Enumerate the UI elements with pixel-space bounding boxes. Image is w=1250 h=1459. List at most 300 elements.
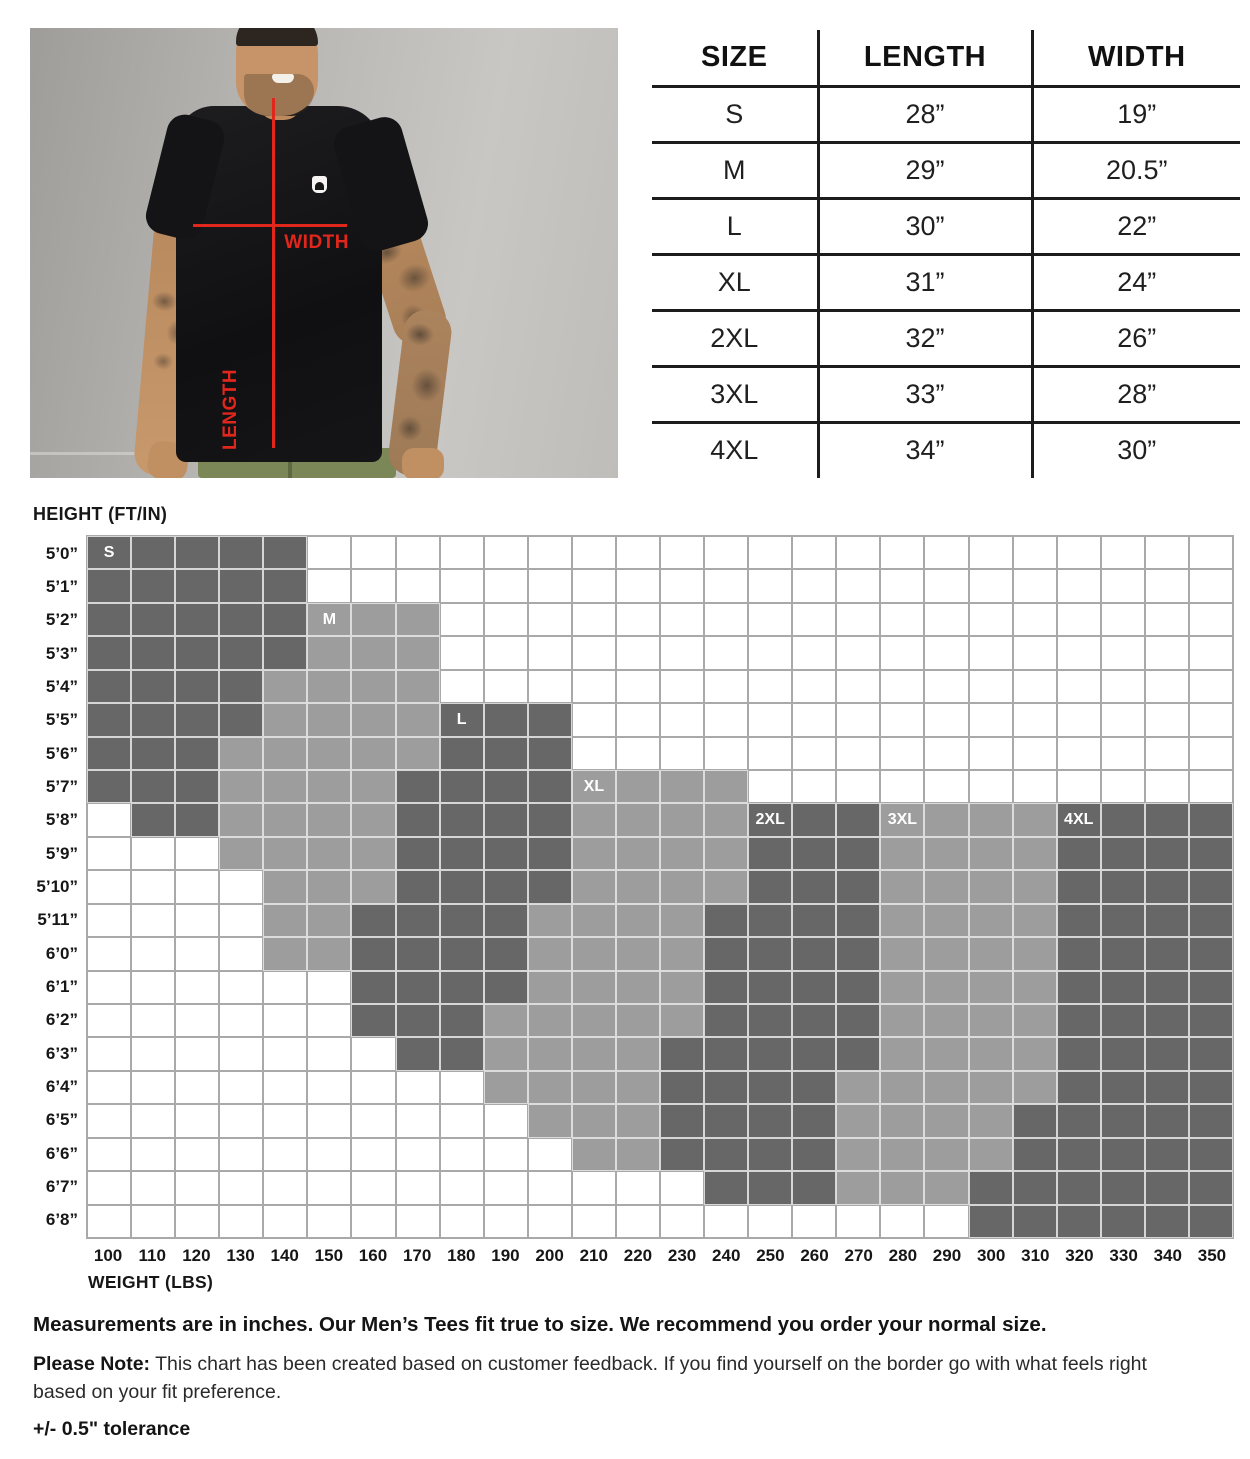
grid-cell [749,738,791,769]
grid-cell [397,1172,439,1203]
grid-cell [617,604,659,635]
grid-cell [352,671,394,702]
grid-cell [925,604,967,635]
size-table-cell: 20.5” [1105,154,1168,185]
grid-cell [308,1005,350,1036]
grid-cell [661,1105,703,1136]
grid-cell [308,738,350,769]
grid-cell [88,704,130,735]
grid-cell [661,537,703,568]
grid-cell [1146,1072,1188,1103]
grid-cell [705,972,747,1003]
grid-cell [352,637,394,668]
grid-cell [793,838,835,869]
size-table-body [652,86,1240,478]
grid-cell [925,1072,967,1103]
size-table-cell: L [652,198,818,254]
grid-cell [1146,905,1188,936]
grid-cell [529,1038,571,1069]
grid-cell [705,838,747,869]
grid-cell [397,704,439,735]
grid-cell [705,1038,747,1069]
grid-cell [749,1105,791,1136]
grid-cell [1014,771,1056,802]
grid-cell [441,1172,483,1203]
grid-cell [881,938,923,969]
grid-cell [352,1206,394,1237]
grid-cell [573,838,615,869]
grid-cell [264,1139,306,1170]
grid-cell [793,1105,835,1136]
grid-cell [1190,1206,1232,1237]
grid-cell [661,938,703,969]
grid-cell [617,1072,659,1103]
grid-cell [352,905,394,936]
grid-cell [1014,671,1056,702]
grid-cell [749,1038,791,1069]
grid-cell [352,771,394,802]
grid-cell [573,972,615,1003]
grid-cell [220,671,262,702]
grid-cell [793,570,835,601]
grid-cell [308,637,350,668]
grid-cell [661,972,703,1003]
grid-cell [397,1139,439,1170]
height-label: 5’5” [45,710,78,730]
grid-cell [132,1072,174,1103]
grid-cell [88,972,130,1003]
weight-label: 280 [888,1246,918,1265]
grid-cell [970,871,1012,902]
grid-cell [1146,1139,1188,1170]
grid-cell [132,804,174,835]
height-label: 5’8” [45,810,78,830]
grid-cell [264,1206,306,1237]
length-measure-line [272,98,275,448]
grid-cell [88,804,130,835]
height-label: 6’5” [45,1110,78,1130]
grid-cell [1058,637,1100,668]
grid-cell [617,1206,659,1237]
grid-cell [705,1005,747,1036]
grid-cell [661,570,703,601]
grid-cell [970,604,1012,635]
grid-cell [1102,1005,1144,1036]
grid-cell [308,1072,350,1103]
height-label: 6’1” [45,976,78,996]
grid-cell [617,738,659,769]
please-note [33,1350,1183,1406]
weight-label: 240 [712,1246,741,1265]
grid-cell [220,1038,262,1069]
height-label: 6’6” [45,1143,78,1163]
grid-cell [573,671,615,702]
grid-cell [705,604,747,635]
weight-axis-labels [86,1246,1234,1266]
grid-cell [1102,637,1144,668]
grid-cell [132,771,174,802]
grid-cell [220,704,262,735]
grid-cell [441,1005,483,1036]
grid-cell [1190,871,1232,902]
grid-cell [1146,537,1188,568]
grid-cell [308,804,350,835]
grid-cell [88,938,130,969]
grid-cell [1058,905,1100,936]
grid-cell [749,604,791,635]
size-table-row [652,142,1240,198]
grid-cell [793,637,835,668]
grid-cell [573,537,615,568]
grid-cell [529,1172,571,1203]
grid-cell [88,1005,130,1036]
grid-cell [793,738,835,769]
grid-cell [837,1105,879,1136]
grid-cell [264,637,306,668]
grid-cell [132,938,174,969]
grid-cell [1102,604,1144,635]
grid-cell [661,1005,703,1036]
grid-cell [1146,804,1188,835]
width-measure-label: WIDTH [284,232,349,253]
grid-cell [88,838,130,869]
grid-size-label: L [456,710,467,728]
height-label: 5’6” [45,743,78,763]
grid-cell [617,537,659,568]
grid-cell [1058,671,1100,702]
grid-cell [925,637,967,668]
grid-cell [705,570,747,601]
grid-cell [397,1105,439,1136]
grid-cell [1146,570,1188,601]
grid-cell [176,1139,218,1170]
grid-cell [1146,871,1188,902]
grid-cell [1190,637,1232,668]
grid-cell [793,871,835,902]
grid-cell [793,1172,835,1203]
grid-cell [573,604,615,635]
height-axis-title: HEIGHT (FT/IN) [33,504,168,524]
grid-cell [176,871,218,902]
size-table-cell: 30” [818,198,1032,254]
grid-cell [88,1072,130,1103]
grid-cell [881,1105,923,1136]
grid-cell [397,1206,439,1237]
grid-cell [176,738,218,769]
grid-cell [485,771,527,802]
grid-cell [661,1172,703,1203]
grid-cell [925,871,967,902]
grid-cell [1146,1005,1188,1036]
grid-cell [220,604,262,635]
grid-cell [264,704,306,735]
grid-cell [441,1206,483,1237]
grid-cell [1058,1105,1100,1136]
grid-cell [705,637,747,668]
grid-cell [837,1172,879,1203]
model-hair [236,28,318,46]
grid-cell [485,570,527,601]
grid-cell [352,972,394,1003]
grid-cell [1146,637,1188,668]
grid-cell [705,1105,747,1136]
grid-cell [705,804,747,835]
grid-cell [220,1139,262,1170]
grid-cell [132,671,174,702]
grid-cell [837,972,879,1003]
grid-cell [88,637,130,668]
grid-cell [264,771,306,802]
grid-cell [573,1072,615,1103]
grid-cell [661,738,703,769]
grid-cell [970,704,1012,735]
size-table-cell: 33” [818,366,1032,422]
height-weight-grid [86,535,1234,1239]
grid-cell [705,938,747,969]
grid-cell [264,804,306,835]
grid-cell [529,1206,571,1237]
grid-cell [1146,972,1188,1003]
grid-cell [352,1005,394,1036]
grid-cell [1190,1139,1232,1170]
grid-cell [397,1072,439,1103]
grid-cell [1146,838,1188,869]
grid-cell [176,1105,218,1136]
grid-cell [264,570,306,601]
grid-cell [925,671,967,702]
grid-cell [352,537,394,568]
grid-cell [1058,570,1100,601]
grid-cell [308,905,350,936]
height-label: 5’1” [45,576,78,596]
grid-cell [1102,738,1144,769]
grid-cell [352,570,394,601]
grid-cell [1190,1072,1232,1103]
grid-cell [881,704,923,735]
grid-cell [1190,972,1232,1003]
grid-cell [485,671,527,702]
grid-cell [793,604,835,635]
grid-cell [88,871,130,902]
grid-cell [352,871,394,902]
weight-label: 270 [844,1246,873,1265]
grid-cell [132,637,174,668]
grid-cell [881,804,923,835]
grid-cell [264,838,306,869]
grid-cell [925,704,967,735]
grid-cell [441,704,483,735]
grid-cell [529,537,571,568]
height-label: 6’7” [45,1176,78,1196]
grid-cell [617,671,659,702]
grid-cell [132,871,174,902]
grid-cell [485,1139,527,1170]
size-table-row [652,310,1240,366]
grid-cell [1190,1105,1232,1136]
size-table-cell: 32” [818,310,1032,366]
grid-cell [88,1139,130,1170]
grid-cell [881,771,923,802]
height-label: 5’4” [45,676,78,696]
grid-cell [749,1206,791,1237]
weight-label: 200 [535,1246,564,1265]
grid-cell [925,1105,967,1136]
grid-cell [793,804,835,835]
grid-cell [1014,804,1056,835]
grid-cell [617,637,659,668]
grid-cell [529,738,571,769]
height-label: 5’7” [45,776,78,796]
grid-cell [1014,637,1056,668]
weight-label: 330 [1109,1246,1138,1265]
grid-cell [1058,704,1100,735]
grid-cell [925,738,967,769]
grid-cell [1190,1172,1232,1203]
grid-cell [264,537,306,568]
grid-cell [397,838,439,869]
grid-cell [617,570,659,601]
grid-cell [220,1072,262,1103]
weight-label: 180 [447,1246,476,1265]
grid-cell [705,871,747,902]
grid-cell [220,738,262,769]
size-table-cell: 29” [818,142,1032,198]
grid-cell [837,771,879,802]
grid-cell [441,771,483,802]
grid-cell [176,838,218,869]
grid-cell [132,537,174,568]
grid-cell [837,1072,879,1103]
grid-cell [705,671,747,702]
grid-cell [749,671,791,702]
size-table-cell: 30” [1117,435,1157,466]
grid-cell [837,738,879,769]
grid-cell [132,838,174,869]
grid-cell [88,570,130,601]
grid-cell [1014,704,1056,735]
weight-label: 150 [314,1246,344,1265]
grid-cell [1102,570,1144,601]
weight-label: 230 [667,1246,697,1265]
grid-cell [485,972,527,1003]
grid-cell [661,637,703,668]
grid-cell [749,537,791,568]
grid-cell [529,1139,571,1170]
grid-cell [881,1139,923,1170]
grid-cell [1014,1005,1056,1036]
grid-cell [1102,537,1144,568]
grid-cell [970,570,1012,601]
width-measure-line [193,224,347,227]
weight-label: 190 [491,1246,520,1265]
grid-cell [1190,604,1232,635]
grid-cell [1146,938,1188,969]
grid-cell [176,637,218,668]
grid-cell [970,1172,1012,1203]
grid-cell [352,1139,394,1170]
grid-cell [881,671,923,702]
grid-cell [749,905,791,936]
grid-cell [132,570,174,601]
grid-cell [529,1005,571,1036]
grid-cell [220,804,262,835]
grid-cell [352,1038,394,1069]
weight-label: 130 [226,1246,255,1265]
grid-cell [1102,838,1144,869]
grid-cell [573,570,615,601]
grid-cell [264,671,306,702]
size-table-row [652,366,1240,422]
grid-cell [749,871,791,902]
grid-cell [264,1072,306,1103]
height-label: 5’3” [45,643,78,663]
grid-cell [837,604,879,635]
chest-logo [312,176,327,193]
grid-cell [132,1038,174,1069]
please-note-label: Please Note: [33,1353,151,1375]
size-table [652,30,1240,478]
grid-cell [925,938,967,969]
grid-cell [308,838,350,869]
grid-cell [705,1206,747,1237]
grid-cell [881,972,923,1003]
grid-cell [617,1038,659,1069]
grid-cell [176,771,218,802]
grid-cell [749,804,791,835]
grid-cell [881,604,923,635]
grid-cell [1146,1206,1188,1237]
grid-cell [617,1139,659,1170]
grid-size-label: 4XL [1064,811,1094,829]
grid-cell [264,938,306,969]
grid-cell [837,704,879,735]
grid-cell [88,1172,130,1203]
height-label: 6’2” [45,1010,78,1030]
size-table-row [652,86,1240,142]
grid-cell [1102,972,1144,1003]
grid-cell [88,1038,130,1069]
grid-cell [220,972,262,1003]
grid-cell [970,1105,1012,1136]
weight-label: 220 [623,1246,653,1265]
grid-cell [1190,905,1232,936]
grid-cell [925,771,967,802]
grid-cell [970,537,1012,568]
grid-cell [220,1005,262,1036]
grid-cell [793,938,835,969]
grid-cell [573,1172,615,1203]
grid-cell [352,604,394,635]
grid-cell [1014,537,1056,568]
grid-cell [837,637,879,668]
grid-cell [837,905,879,936]
grid-size-label: 2XL [755,811,785,829]
grid-cell [1014,972,1056,1003]
grid-cell [308,1105,350,1136]
grid-cell [485,1038,527,1069]
size-table-header-row [652,30,1240,86]
grid-cell [220,838,262,869]
grid-cell [352,738,394,769]
grid-cell [220,1105,262,1136]
grid-cell [1058,838,1100,869]
grid-cell [970,771,1012,802]
grid-cell [1146,738,1188,769]
grid-cell [925,537,967,568]
grid-cell [308,1206,350,1237]
grid-cell [1102,905,1144,936]
product-photo [30,28,618,478]
